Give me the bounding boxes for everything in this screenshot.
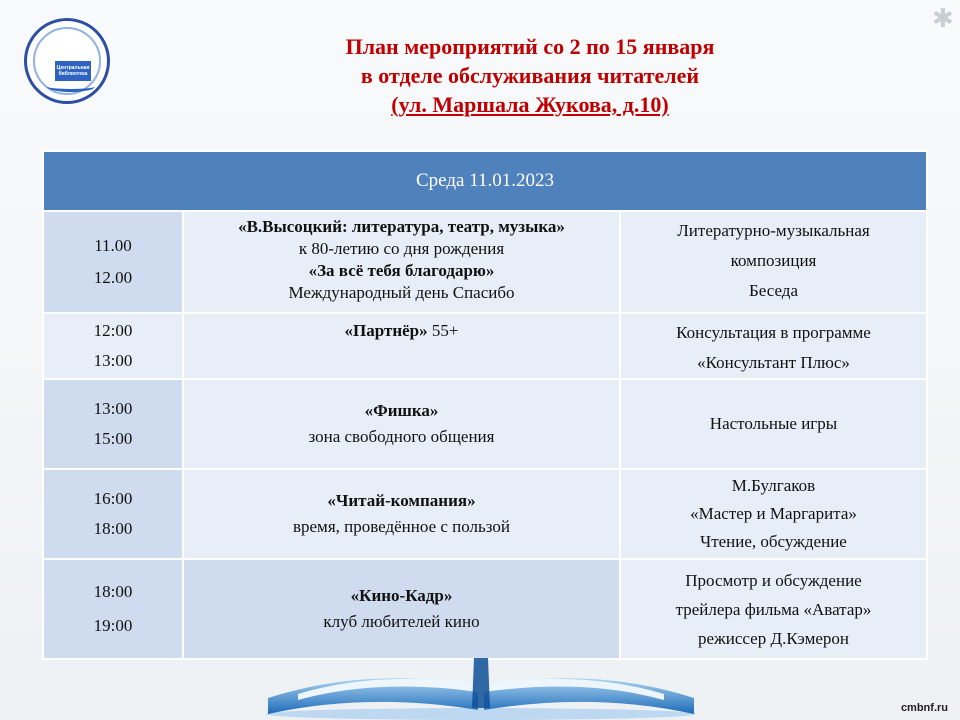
time-start: 18:00 <box>93 582 133 601</box>
time-end: 19:00 <box>93 616 133 635</box>
schedule-row <box>43 559 927 659</box>
time-cell <box>43 469 183 559</box>
schedule-date-header: Среда 11.01.2023 <box>43 151 927 211</box>
event-title: «Фишка» <box>364 401 439 420</box>
title-line-1: План мероприятий со 2 по 15 января <box>345 34 715 59</box>
schedule-row <box>43 379 927 469</box>
event-title: «Кино-Кадр» <box>350 586 453 605</box>
schedule-table <box>42 150 928 660</box>
format-cell <box>620 211 927 313</box>
time-start: 16:00 <box>93 489 133 508</box>
format-line: Литературно-музыкальная <box>677 221 870 240</box>
open-book-illustration <box>258 652 704 720</box>
schedule-row <box>43 313 927 379</box>
format-line: композиция <box>730 251 817 270</box>
event-title: «Партнёр» <box>344 321 428 340</box>
format-line: Чтение, обсуждение <box>700 532 847 551</box>
event-subtitle: время, проведённое с пользой <box>292 517 510 536</box>
format-line: трейлера фильма «Аватар» <box>675 599 872 619</box>
time-end: 18:00 <box>93 519 133 538</box>
title-address: (ул. Маршала Жукова, д.10) <box>391 92 669 117</box>
time-end: 15:00 <box>93 429 133 448</box>
event-cell <box>183 313 620 379</box>
time-cell <box>43 559 183 659</box>
library-logo <box>24 18 110 104</box>
event-subtitle: к 80-летию со дня рождения <box>298 239 505 258</box>
format-cell <box>620 313 927 379</box>
format-cell <box>620 379 927 469</box>
schedule-row <box>43 211 927 313</box>
format-line: Просмотр и обсуждение <box>685 570 862 590</box>
format-line: Настольные игры <box>709 414 838 433</box>
event-title: «Читай-компания» <box>327 491 476 510</box>
time-cell <box>43 313 183 379</box>
time-cell <box>43 211 183 313</box>
event-cell <box>183 469 620 559</box>
format-line: «Консультант Плюс» <box>697 353 850 372</box>
time-cell <box>43 379 183 469</box>
watermark-credit: cmbnf.ru <box>900 702 948 714</box>
event-subtitle: Международный день Спасибо <box>288 283 515 302</box>
event-title: «В.Высоцкий: литература, театр, музыка» <box>238 217 565 236</box>
event-title: «За всё тебя благодарю» <box>308 261 495 280</box>
format-cell <box>620 559 927 659</box>
decorative-star-icon: ✱ <box>932 4 954 33</box>
event-subtitle: клуб любителей кино <box>323 612 480 631</box>
format-line: Консультация в программе <box>676 323 871 342</box>
time-start: 11.00 <box>94 236 132 255</box>
time-end: 12.00 <box>93 268 133 287</box>
format-cell <box>620 469 927 559</box>
page-title <box>250 32 810 119</box>
book-icon <box>47 81 95 92</box>
event-cell <box>183 211 620 313</box>
time-end: 13:00 <box>93 351 133 370</box>
schedule-row <box>43 469 927 559</box>
event-subtitle: 55+ <box>431 321 459 340</box>
event-subtitle: зона свободного общения <box>308 427 495 446</box>
logo-caption: Центральная библиотека <box>55 61 91 81</box>
format-line: Беседа <box>749 281 798 300</box>
format-line: М.Булгаков <box>731 476 816 495</box>
format-line: режиссер Д.Кэмерон <box>698 628 849 648</box>
time-start: 13:00 <box>93 399 133 418</box>
event-cell <box>183 379 620 469</box>
format-line: «Мастер и Маргарита» <box>690 504 857 523</box>
schedule-header-row <box>43 151 927 211</box>
time-start: 12:00 <box>93 321 133 340</box>
event-cell <box>183 559 620 659</box>
title-line-2: в отделе обслуживания читателей <box>360 63 700 88</box>
